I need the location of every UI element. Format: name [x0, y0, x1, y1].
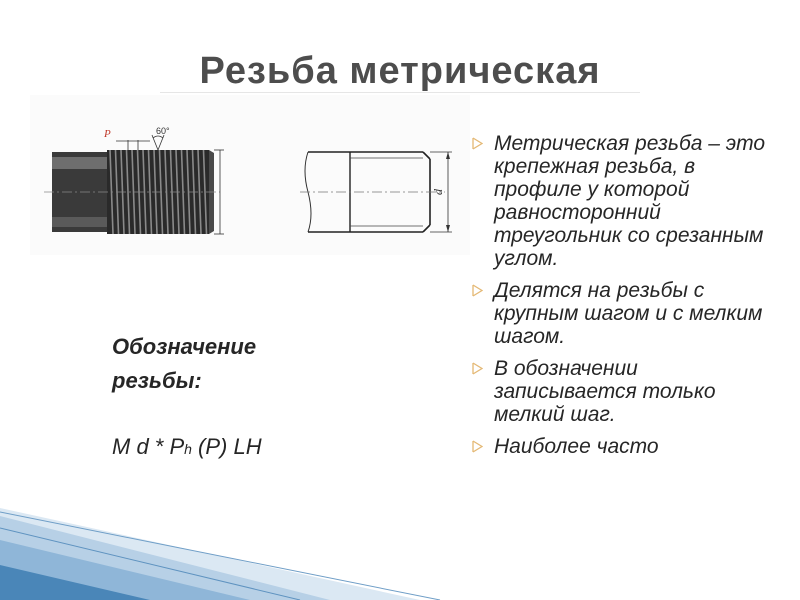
ribbon-inner-band	[0, 540, 250, 600]
bolt-shank-shadow	[52, 217, 107, 227]
formula-tail: (P) LH	[191, 434, 262, 459]
ribbon-line-1	[0, 512, 440, 600]
slide-title: Резьба метрическая	[199, 50, 601, 92]
pitch-label: P	[104, 128, 111, 140]
ribbon-mid-band	[0, 516, 330, 600]
bullet-item	[472, 279, 772, 348]
bullet-marker-icon	[472, 362, 483, 375]
bullet-marker-icon	[472, 284, 483, 297]
designation-label-line2: резьбы:	[112, 368, 202, 393]
formula-subscript: h	[184, 441, 192, 457]
thread-drawing	[30, 95, 470, 255]
designation-label-line1: Обозначение	[112, 334, 257, 359]
thread-designation	[112, 330, 262, 466]
bullet-item	[472, 357, 772, 426]
ribbon-line-2	[0, 528, 300, 600]
bullet-list	[472, 132, 772, 467]
angle-label: 60°	[156, 126, 170, 136]
title-divider	[160, 92, 640, 93]
thread-drawing-svg	[30, 95, 470, 255]
bullet-text: Наиболее часто	[494, 435, 659, 458]
bullet-marker-icon	[472, 440, 483, 453]
bullet-text: Метрическая резьба – это крепежная резьба, в профиле у которой равносторонний треугольник со срезанным углом.	[494, 132, 766, 270]
ribbon-wide-band	[0, 508, 420, 600]
bullet-item	[472, 132, 772, 270]
bullet-text: В обозначении записывается только мелкий шаг.	[494, 357, 716, 426]
bullet-marker-icon	[472, 137, 483, 150]
bolt-shank-highlight	[52, 157, 107, 169]
bullet-item	[472, 435, 772, 458]
designation-formula	[112, 430, 262, 466]
bullet-text: Делятся на резьбы с крупным шагом и с мелким шагом.	[494, 279, 763, 348]
formula-main: M d * P	[112, 434, 185, 459]
diameter-label: d	[431, 189, 445, 195]
ribbon-dark-band	[0, 565, 150, 600]
